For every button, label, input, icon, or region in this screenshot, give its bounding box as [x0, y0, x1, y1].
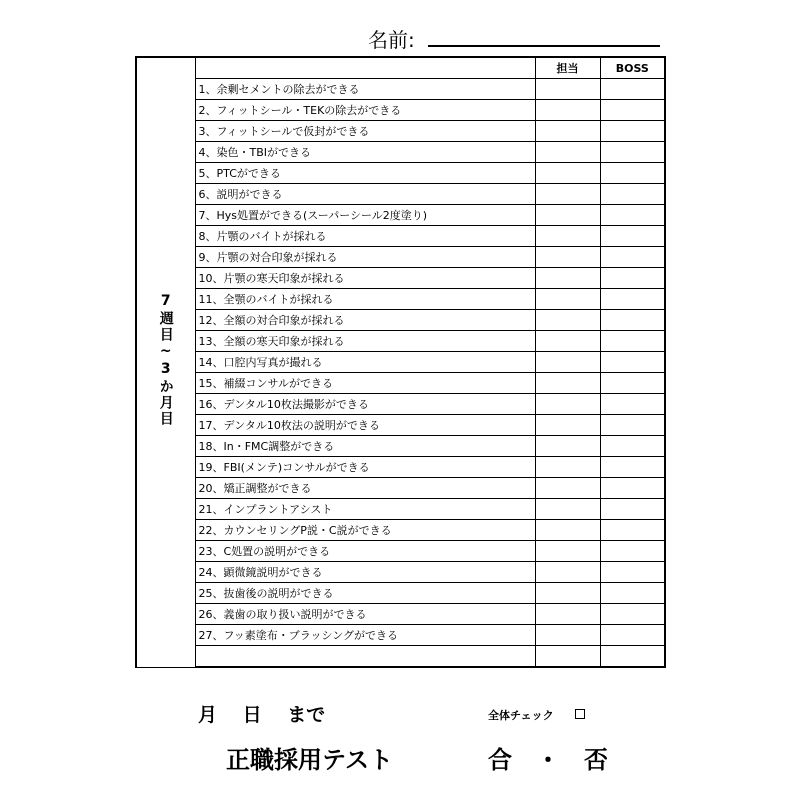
- tantou-check-cell[interactable]: [535, 163, 600, 184]
- tantou-check-cell[interactable]: [535, 79, 600, 100]
- boss-check-cell[interactable]: [600, 331, 665, 352]
- table-row: [136, 100, 665, 121]
- tantou-check-cell[interactable]: [535, 436, 600, 457]
- item-label: 21、インプラントアシスト: [195, 499, 535, 520]
- period-cell: [136, 57, 195, 667]
- tantou-check-cell[interactable]: [535, 121, 600, 142]
- tantou-check-cell[interactable]: [535, 499, 600, 520]
- table-row: [136, 247, 665, 268]
- tantou-check-cell[interactable]: [535, 373, 600, 394]
- item-label: 4、染色・TBIができる: [195, 142, 535, 163]
- boss-check-cell[interactable]: [600, 562, 665, 583]
- boss-check-cell[interactable]: [600, 499, 665, 520]
- column-header-boss: BOSS: [600, 57, 665, 79]
- tantou-check-cell[interactable]: [535, 604, 600, 625]
- boss-check-cell[interactable]: [600, 100, 665, 121]
- table-row: [136, 520, 665, 541]
- item-label: 13、全額の寒天印象が採れる: [195, 331, 535, 352]
- boss-check-cell[interactable]: [600, 121, 665, 142]
- boss-check-cell[interactable]: [600, 436, 665, 457]
- name-label: 名前:: [368, 28, 415, 52]
- item-label: 5、PTCができる: [195, 163, 535, 184]
- boss-check-cell[interactable]: [600, 142, 665, 163]
- tantou-check-cell[interactable]: [535, 583, 600, 604]
- boss-check-cell[interactable]: [600, 184, 665, 205]
- item-label: 7、Hys処置ができる(スーパーシール2度塗り): [195, 205, 535, 226]
- boss-check-cell[interactable]: [600, 373, 665, 394]
- item-label: 16、デンタル10枚法撮影ができる: [195, 394, 535, 415]
- table-row: [136, 205, 665, 226]
- table-row: [136, 394, 665, 415]
- boss-check-cell[interactable]: [600, 226, 665, 247]
- boss-check-cell[interactable]: [600, 625, 665, 646]
- table-row: [136, 625, 665, 646]
- tantou-check-cell[interactable]: [535, 310, 600, 331]
- boss-check-cell[interactable]: [600, 268, 665, 289]
- table-row: [136, 499, 665, 520]
- tantou-check-cell[interactable]: [535, 415, 600, 436]
- boss-check-cell[interactable]: [600, 289, 665, 310]
- overall-check-label: 全体チェック: [488, 709, 554, 722]
- item-label: 19、FBI(メンテ)コンサルができる: [195, 457, 535, 478]
- boss-check-cell[interactable]: [600, 478, 665, 499]
- tantou-check-cell[interactable]: [535, 352, 600, 373]
- boss-check-cell[interactable]: [600, 646, 665, 668]
- table-row: [136, 289, 665, 310]
- table-row: [136, 457, 665, 478]
- pass-fail-label: 合 ・ 否: [488, 746, 608, 774]
- boss-check-cell[interactable]: [600, 247, 665, 268]
- column-header-tantou: 担当: [535, 57, 600, 79]
- item-label: 24、顕微鏡説明ができる: [195, 562, 535, 583]
- table-row: [136, 79, 665, 100]
- item-label: 15、補綴コンサルができる: [195, 373, 535, 394]
- item-label: 8、片顎のバイトが採れる: [195, 226, 535, 247]
- tantou-check-cell[interactable]: [535, 331, 600, 352]
- item-label: 20、矯正調整ができる: [195, 478, 535, 499]
- table-row: [136, 604, 665, 625]
- table-row: [136, 184, 665, 205]
- table-row: [136, 373, 665, 394]
- item-label: [195, 646, 535, 668]
- item-label: 18、In・FMC調整ができる: [195, 436, 535, 457]
- boss-check-cell[interactable]: [600, 457, 665, 478]
- boss-check-cell[interactable]: [600, 79, 665, 100]
- item-label: 9、片顎の対合印象が採れる: [195, 247, 535, 268]
- overall-check-checkbox[interactable]: [575, 709, 585, 719]
- due-date-label: 月 日 まで: [198, 704, 326, 726]
- tantou-check-cell[interactable]: [535, 100, 600, 121]
- period-label: 7週目~3か月目: [157, 293, 174, 428]
- item-label: 22、カウンセリングP説・C説ができる: [195, 520, 535, 541]
- item-label: 6、説明ができる: [195, 184, 535, 205]
- boss-check-cell[interactable]: [600, 604, 665, 625]
- table-row: [136, 436, 665, 457]
- tantou-check-cell[interactable]: [535, 541, 600, 562]
- table-row: [136, 541, 665, 562]
- item-label: 17、デンタル10枚法の説明ができる: [195, 415, 535, 436]
- item-label: 1、余剰セメントの除去ができる: [195, 79, 535, 100]
- checklist-table: [135, 56, 666, 668]
- tantou-check-cell[interactable]: [535, 184, 600, 205]
- item-label: 3、フィットシールで仮封ができる: [195, 121, 535, 142]
- boss-check-cell[interactable]: [600, 205, 665, 226]
- name-underline[interactable]: [428, 45, 660, 47]
- tantou-check-cell[interactable]: [535, 646, 600, 668]
- item-label: 14、口腔内写真が撮れる: [195, 352, 535, 373]
- table-row: [136, 268, 665, 289]
- tantou-check-cell[interactable]: [535, 205, 600, 226]
- tantou-check-cell[interactable]: [535, 268, 600, 289]
- table-row: [136, 352, 665, 373]
- tantou-check-cell[interactable]: [535, 520, 600, 541]
- boss-check-cell[interactable]: [600, 163, 665, 184]
- table-row: [136, 142, 665, 163]
- tantou-check-cell[interactable]: [535, 226, 600, 247]
- tantou-check-cell[interactable]: [535, 394, 600, 415]
- item-label: 23、C処置の説明ができる: [195, 541, 535, 562]
- boss-check-cell[interactable]: [600, 415, 665, 436]
- item-label: 11、全顎のバイトが採れる: [195, 289, 535, 310]
- boss-check-cell[interactable]: [600, 394, 665, 415]
- tantou-check-cell[interactable]: [535, 247, 600, 268]
- tantou-check-cell[interactable]: [535, 457, 600, 478]
- tantou-check-cell[interactable]: [535, 625, 600, 646]
- table-row: [136, 583, 665, 604]
- table-row: [136, 331, 665, 352]
- table-row: [136, 226, 665, 247]
- header-row: [136, 57, 665, 79]
- item-label: 26、義歯の取り扱い説明ができる: [195, 604, 535, 625]
- tantou-check-cell[interactable]: [535, 289, 600, 310]
- boss-check-cell[interactable]: [600, 583, 665, 604]
- tantou-check-cell[interactable]: [535, 478, 600, 499]
- hiring-test-label: 正職採用テスト: [226, 746, 394, 774]
- blank-row: [136, 646, 665, 668]
- boss-check-cell[interactable]: [600, 541, 665, 562]
- item-label: 10、片顎の寒天印象が採れる: [195, 268, 535, 289]
- boss-check-cell[interactable]: [600, 310, 665, 331]
- tantou-check-cell[interactable]: [535, 142, 600, 163]
- tantou-check-cell[interactable]: [535, 562, 600, 583]
- header-item-cell: [195, 57, 535, 79]
- table-row: [136, 310, 665, 331]
- table-row: [136, 163, 665, 184]
- item-label: 25、抜歯後の説明ができる: [195, 583, 535, 604]
- item-label: 27、フッ素塗布・ブラッシングができる: [195, 625, 535, 646]
- boss-check-cell[interactable]: [600, 520, 665, 541]
- item-label: 2、フィットシール・TEKの除去ができる: [195, 100, 535, 121]
- table-row: [136, 415, 665, 436]
- table-row: [136, 562, 665, 583]
- boss-check-cell[interactable]: [600, 352, 665, 373]
- table-row: [136, 121, 665, 142]
- table-row: [136, 478, 665, 499]
- item-label: 12、全額の対合印象が採れる: [195, 310, 535, 331]
